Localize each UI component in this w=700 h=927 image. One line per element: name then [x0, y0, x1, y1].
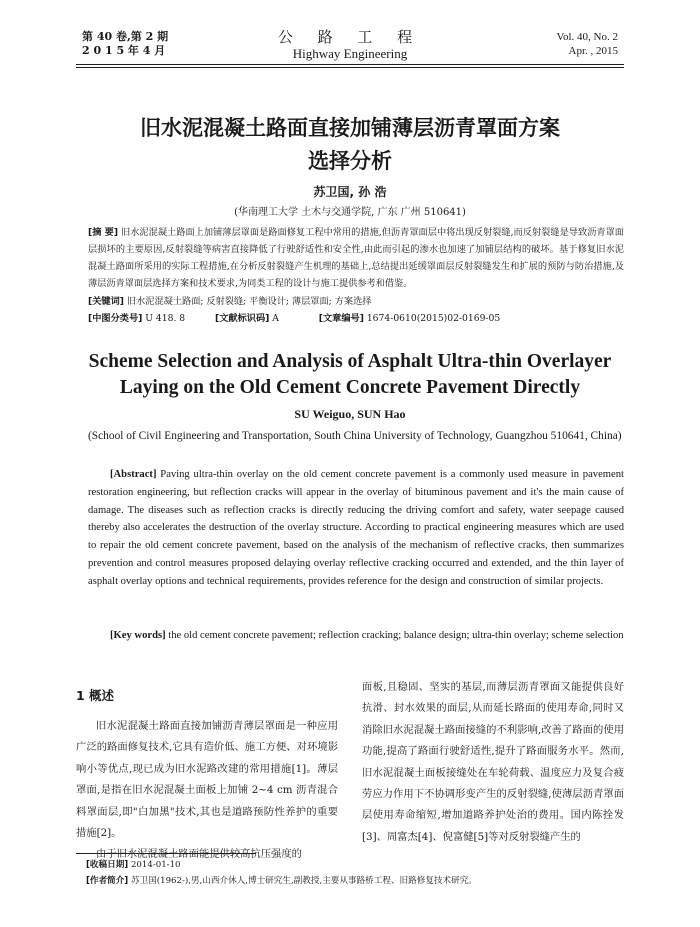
- journal-name-cn: 公 路 工 程: [277, 28, 423, 46]
- body-paragraph: 面板,且稳固、坚实的基层,而薄层沥青罩面又能提供良好抗滑、封水效果的面层,从而延长路面的使用寿命,同时又消除旧水泥混凝土路面接缝的不利影响,改善了路面的使用功能,提高了路面行驶舒适性,提升了路面服务水平。然而,旧水泥混凝土面板接缝处在车轮荷载、温度应力及复合疲劳应力作用下不协调形变产生的反射裂缝,使薄层沥青罩面层使用寿命缩短,增加道路养护处治的费用。国内陈拴发[3]、周富杰[4]、倪富健[5]等对反射裂缝产生的: [362, 681, 624, 843]
- article-number-value: 1674-0610(2015)02-0169-05: [366, 313, 501, 324]
- english-title-line2: Laying on the Old Cement Concrete Pavement Directly: [119, 377, 581, 398]
- header-rule-second: [76, 67, 624, 68]
- english-abstract-text: Paving ultra-thin overlay on the old cement concrete pavement is a commonly used measure in pavement restoration engineering, but reflection cracks will appear in the overlay of bituminous pavement and it's the main cause of damage. The diseases such as reflection cracks is directly reducing the driving comfort and safety, water seepage caused thereby also accelerates the destruction of the overlay structure. According to practical engineering measures which are used to repair the old cement concrete pavement, based on the analysis of the mechanism of reflective cracks, then summarizes prevention and control measures proposed delaying overlay reflective cracking occurred and extended, and the thin layer of asphalt overlay options and technical requirements, provides reference for the design and construction of similar projects.: [88, 469, 624, 587]
- english-title-line1: Scheme Selection and Analysis of Asphalt Ultra-thin Overlayer: [88, 351, 612, 372]
- english-abstract-label: [Abstract]: [110, 469, 157, 480]
- date-en: Apr. , 2015: [568, 45, 618, 57]
- doc-code-label: [文献标识码]: [215, 313, 270, 324]
- chinese-title-line1: 旧水泥混凝土路面直接加铺薄层沥青罩面方案: [140, 116, 560, 140]
- english-keywords-label: [Key words]: [110, 630, 166, 641]
- volume-en: Vol. 40, No. 2: [556, 31, 618, 43]
- chinese-abstract-text: 旧水泥混凝土路面上加铺薄层罩面是路面修复工程中常用的措施,但沥青罩面层中将出现反射裂缝,而反射裂缝是导致沥青罩面层损坏的主要原因,反射裂缝等病害直接降低了行驶舒适性和安全性,由此而引起的渗水也加速了加铺层结构的破坏。基于修复旧水泥混凝土路面所采用的实际工程措施,在分析反射裂缝产生机理的基础上,总结提出延缓罩面层反射裂缝发生和扩展的预防与防治措施,及薄层沥青罩面层选择方案和技术要求,为同类工程的设计与施工提供参考和借鉴。: [88, 227, 624, 289]
- footnote-author: [86, 874, 477, 888]
- volume-cn: 第 40 卷,第 2 期: [82, 30, 169, 43]
- classification-line: [88, 310, 624, 327]
- body-column-right: [362, 677, 624, 848]
- english-keywords-text: the old cement concrete pavement; reflection cracking; balance design; ultra-thin overlay; scheme selection: [168, 630, 624, 641]
- footnote-rule: [76, 853, 256, 854]
- chinese-authors: 苏卫国, 孙 浩: [313, 185, 387, 199]
- section-title: 1 概述: [76, 688, 115, 703]
- header-volume-en: [556, 30, 618, 58]
- author-bio: 苏卫国(1962-),男,山西介休人,博士研究生,副教授,主要从事路桥工程、旧路修复技术研究。: [130, 876, 477, 886]
- date-cn: 2 0 1 5 年 4 月: [82, 44, 166, 57]
- journal-name-en: Highway Engineering: [292, 46, 408, 61]
- doc-code-value: A: [272, 313, 279, 324]
- chinese-abstract: [88, 224, 624, 292]
- english-keywords: [88, 627, 624, 645]
- clc-label: [中图分类号]: [88, 313, 143, 324]
- chinese-affiliation: (华南理工大学 土木与交通学院, 广东 广州 510641): [234, 207, 466, 218]
- chinese-abstract-label: [摘 要]: [88, 227, 119, 238]
- english-affiliation: (School of Civil Engineering and Transportation, South China University of Technology, Guangzhou 510641, China): [88, 430, 622, 442]
- chinese-keywords: [88, 293, 624, 310]
- english-title: [76, 349, 624, 401]
- header-rule: [76, 64, 624, 65]
- english-abstract: [88, 466, 624, 591]
- article-number-label: [文章编号]: [318, 313, 364, 324]
- english-authors: SU Weiguo, SUN Hao: [294, 407, 406, 421]
- body-paragraph: 由于旧水泥混凝土路面能提供较高抗压强度的: [96, 848, 302, 861]
- chinese-keywords-text: 旧水泥混凝土路面; 反射裂缝; 平衡设计; 薄层罩面; 方案选择: [126, 296, 372, 307]
- chinese-title-line2: 选择分析: [308, 149, 392, 173]
- author-bio-label: [作者简介]: [86, 876, 129, 886]
- body-column-left: [76, 716, 338, 866]
- received-date: 2014-01-10: [130, 860, 181, 870]
- chinese-title: [76, 112, 624, 178]
- clc-value: U 418. 8: [145, 313, 186, 324]
- body-paragraph: 旧水泥混凝土路面直接加铺沥青薄层罩面是一种应用广泛的路面修复技术,它具有造价低、施工方便、对环境影响小等优点,现已成为旧水泥路改建的常用措施[1]。薄层罩面,是指在旧水泥混凝土面板上加铺 2~4 cm 沥青混合料罩面层,即"白加黑"技术,其也是道路预防性养护的重要措施[2]。: [76, 720, 338, 840]
- chinese-keywords-label: [关键词]: [88, 296, 124, 307]
- header-volume-cn: [82, 30, 168, 58]
- journal-name: [250, 28, 450, 62]
- footnote-received: [86, 858, 181, 872]
- received-label: [收稿日期]: [86, 860, 129, 870]
